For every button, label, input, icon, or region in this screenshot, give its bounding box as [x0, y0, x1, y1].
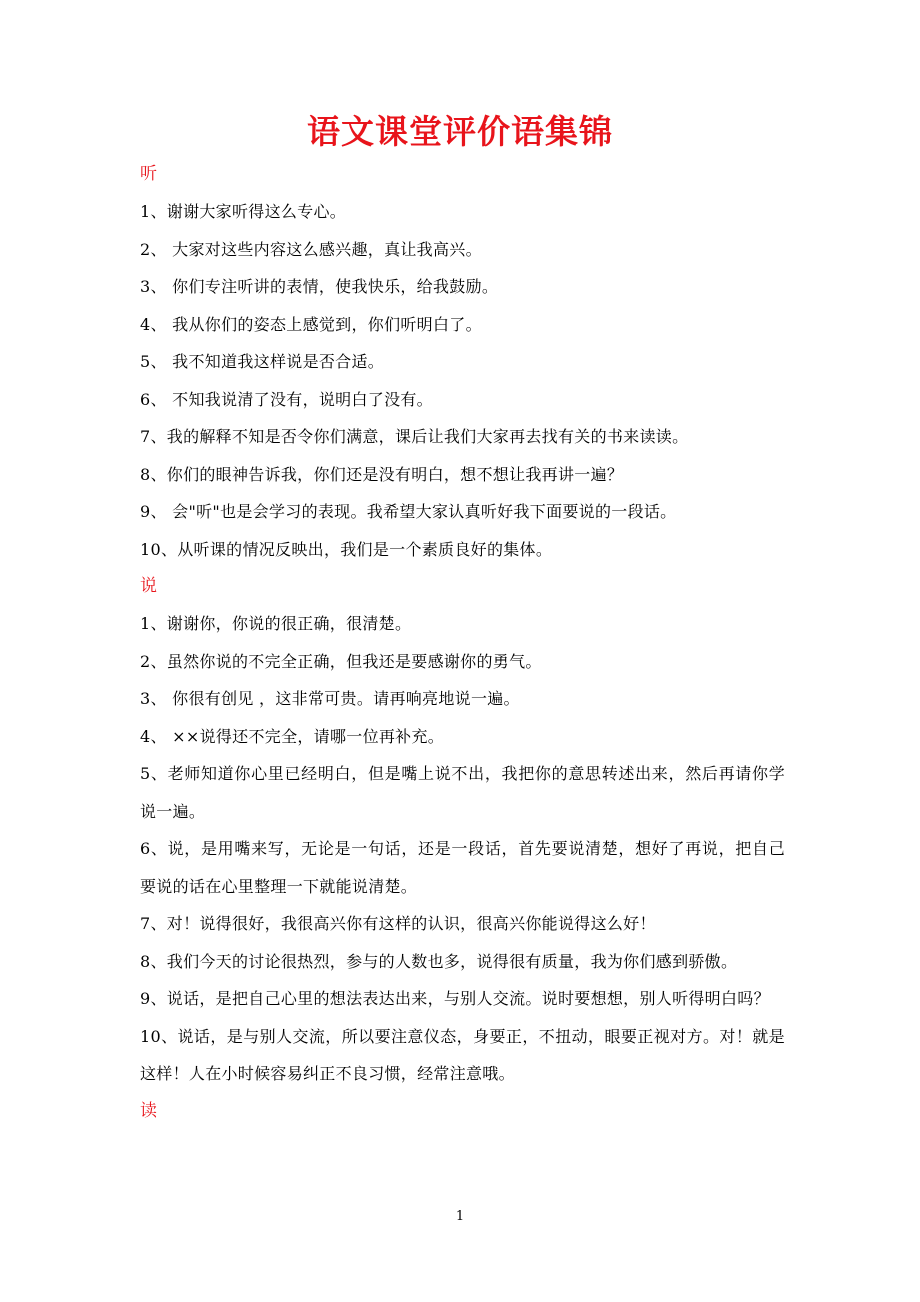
list-item: 9、 会"听"也是会学习的表现。我希望大家认真听好我下面要说的一段话。: [140, 502, 677, 521]
list-item: 1、谢谢大家听得这么专心。: [140, 202, 347, 221]
list-item: 4、 ××说得还不完全，请哪一位再补充。: [140, 726, 445, 746]
list-item: 10、说话，是与别人交流，所以要注意仪态，身要正，不扭动，眼要正视对方。对！就是这样！人在小时候容易纠正不良习惯，经常注意哦。: [140, 1026, 785, 1083]
list-item: 3、 你们专注听讲的表情，使我快乐，给我鼓励。: [140, 277, 499, 296]
list-item: 2、虽然你说的不完全正确，但我还是要感谢你的勇气。: [140, 651, 542, 671]
list-item: 3、 你很有创见 ，这非常可贵。请再响亮地说一遍。: [140, 689, 520, 708]
page-title: 语文课堂评价语集锦: [307, 112, 613, 151]
section-heading-speak: 说: [140, 576, 157, 596]
list-item: 8、你们的眼神告诉我，你们还是没有明白，想不想让我再讲一遍？: [140, 464, 624, 484]
page-number: 1: [455, 1209, 465, 1224]
list-item: 6、说，是用嘴来写，无论是一句话，还是一段话，首先要说清楚，想好了再说，把自己要说的话在心里整理一下就能说清楚。: [140, 839, 785, 896]
list-item: 1、谢谢你，你说的很正确，很清楚。: [140, 614, 412, 633]
document-body: [140, 156, 785, 1130]
list-item: 6、 不知我说清了没有，说明白了没有。: [140, 389, 433, 409]
list-item: 10、从听课的情况反映出，我们是一个素质良好的集体。: [140, 539, 553, 559]
list-item: 9、说话，是把自己心里的想法表达出来，与别人交流。说时要想想，别人听得明白吗？: [140, 989, 770, 1008]
section-heading-read: 读: [140, 1100, 157, 1121]
list-item: 5、老师知道你心里已经明白，但是嘴上说不出，我把你的意思转述出来，然后再请你学说一遍。: [140, 764, 785, 821]
list-item: 7、对！说得很好，我很高兴你有这样的认识，很高兴你能说得这么好！: [140, 914, 656, 933]
list-item: 5、 我不知道我这样说是否合适。: [140, 352, 385, 371]
section-heading-listen: 听: [140, 164, 157, 184]
list-item: 7、我的解释不知是否令你们满意，课后让我们大家再去找有关的书来读读。: [140, 427, 689, 446]
list-item: 8、我们今天的讨论很热烈，参与的人数也多，说得很有质量，我为你们感到骄傲。: [140, 951, 738, 971]
list-item: 4、 我从你们的姿态上感觉到，你们听明白了。: [140, 314, 482, 334]
list-item: 2、 大家对这些内容这么感兴趣，真让我高兴。: [140, 239, 482, 259]
